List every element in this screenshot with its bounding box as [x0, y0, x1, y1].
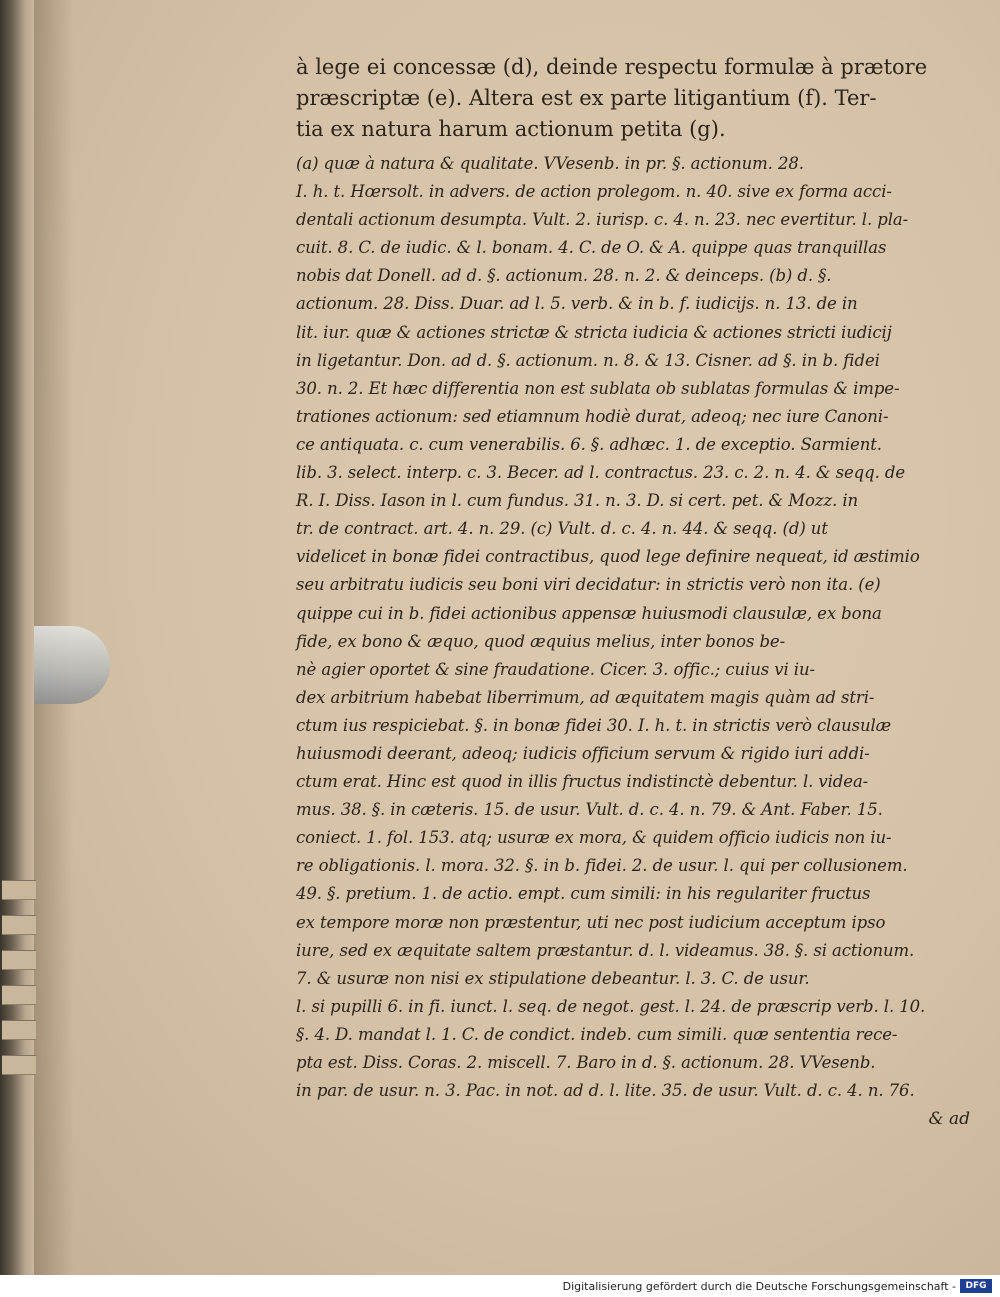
note-line: §. 4. D. mandat l. 1. C. de condict. indeb. cum simili. quæ sententia rece-: [296, 1024, 898, 1044]
note-line: coniect. 1. fol. 153. atq; usuræ ex mora, & quidem officio iudicis non iu-: [296, 828, 892, 848]
note-line: huiusmodi deerant, adeoq; iudicis officium servum & rigido iuri addi-: [296, 743, 870, 763]
note-line: lib. 3. select. interp. c. 3. Becer. ad l. contractus. 23. c. 2. n. 4. & seqq. de: [296, 463, 905, 483]
note-line: quippe cui in b. fidei actionibus appensæ huiusmodi clausulæ, ex bona: [296, 603, 882, 623]
note-line: actionum. 28. Diss. Duar. ad l. 5. verb. & in b. f. iudicijs. n. 13. de in: [296, 294, 858, 314]
footnotes: [296, 150, 976, 1105]
book-edge: [0, 0, 36, 1275]
note-line: ctum ius respiciebat. §. in bonæ fidei 30. I. h. t. in strictis verò clausulæ: [296, 715, 892, 735]
note-line: videlicet in bonæ fidei contractibus, quod lege definire nequeat, id æstimio: [296, 547, 920, 567]
note-line: dex arbitrium habebat liberrimum, ad æquitatem magis quàm ad stri-: [296, 687, 875, 707]
footer-bar: [0, 1275, 1000, 1297]
note-line: nè agier oportet & sine fraudatione. Cicer. 3. offic.; cuius vi iu-: [296, 659, 815, 679]
page-stack-edge: [2, 1020, 36, 1040]
dfg-logo: DFG: [960, 1279, 992, 1293]
note-line: trationes actionum: sed etiamnum hodiè durat, adeoq; nec iure Canoni-: [296, 406, 889, 426]
note-line: cuit. 8. C. de iudic. & l. bonam. 4. C. de O. & A. quippe quas tranquillas: [296, 238, 887, 258]
note-line: 30. n. 2. Et hæc differentia non est sublata ob sublatas formulas & impe-: [296, 378, 900, 398]
footer-credit: Digitalisierung gefördert durch die Deutsche Forschungsgemeinschaft -: [562, 1280, 956, 1293]
note-line: iure, sed ex æquitate saltem præstantur. d. l. videamus. 38. §. si actionum.: [296, 940, 915, 960]
note-line: ce antiquata. c. cum venerabilis. 6. §. adhæc. 1. de exceptio. Sarmient.: [296, 434, 882, 454]
note-line: ctum erat. Hinc est quod in illis fructus indistinctè debentur. l. videa-: [296, 772, 869, 792]
note-line: mus. 38. §. in cæteris. 15. de usur. Vult. d. c. 4. n. 79. & Ant. Faber. 15.: [296, 800, 883, 820]
note-line: tr. de contract. art. 4. n. 29. (c) Vult. d. c. 4. n. 44. & seqq. (d) ut: [296, 519, 828, 539]
note-line: fide, ex bono & æquo, quod æquius melius, inter bonos be-: [296, 631, 786, 651]
note-line: in ligetantur. Don. ad d. §. actionum. n. 8. & 13. Cisner. ad §. in b. fidei: [296, 350, 880, 370]
text-line: præscriptæ (e). Altera est ex parte litigantium (f). Ter-: [296, 86, 877, 110]
page-stack-edge: [2, 880, 36, 900]
note-line: pta est. Diss. Coras. 2. miscell. 7. Baro in d. §. actionum. 28. VVesenb.: [296, 1053, 876, 1072]
page-clip: [34, 626, 110, 704]
note-line: dentali actionum desumpta. Vult. 2. iurisp. c. 4. n. 23. nec evertitur. l. pla-: [296, 210, 909, 230]
book-page: [34, 0, 1000, 1275]
page-stack-edge: [2, 985, 36, 1005]
note-line: (a) quæ à natura & qualitate. VVesenb. in pr. §. actionum. 28.: [296, 154, 804, 173]
note-line: l. si pupilli 6. in fi. iunct. l. seq. de negot. gest. l. 24. de præscrip verb. l. 10.: [296, 996, 926, 1016]
page-stack-edge: [2, 915, 36, 935]
note-line: re obligationis. l. mora. 32. §. in b. fidei. 2. de usur. l. qui per collusionem.: [296, 856, 908, 876]
page-stack-edge: [2, 950, 36, 970]
text-line: tia ex natura harum actionum petita (g).: [296, 117, 726, 141]
note-line: in par. de usur. n. 3. Pac. in not. ad d. l. lite. 35. de usur. Vult. d. c. 4. n. 76.: [296, 1081, 915, 1101]
note-line: ex tempore moræ non præstentur, uti nec post iudicium acceptum ipso: [296, 912, 886, 932]
note-line: I. h. t. Hœrsolt. in advers. de action prolegom. n. 40. sive ex forma acci-: [296, 182, 892, 202]
note-line: seu arbitratu iudicis seu boni viri decidatur: in strictis verò non ita. (e): [296, 575, 881, 595]
note-line: nobis dat Donell. ad d. §. actionum. 28. n. 2. & deinceps. (b) d. §.: [296, 266, 832, 286]
catchword: & ad: [928, 1109, 970, 1130]
note-line: 49. §. pretium. 1. de actio. empt. cum simili: in his regulariter fructus: [296, 884, 871, 904]
note-line: 7. & usuræ non nisi ex stipulatione debeantur. l. 3. C. de usur.: [296, 968, 810, 988]
note-line: lit. iur. quæ & actiones strictæ & stricta iudicia & actiones stricti iudicij: [296, 322, 892, 342]
main-text: [296, 52, 976, 145]
page-text: [296, 52, 976, 1133]
text-line: à lege ei concessæ (d), deinde respectu formulæ à prætore: [296, 55, 928, 79]
page-stack-edge: [2, 1055, 36, 1075]
note-line: R. I. Diss. Iason in l. cum fundus. 31. n. 3. D. si cert. pet. & Mozz. in: [296, 491, 859, 511]
